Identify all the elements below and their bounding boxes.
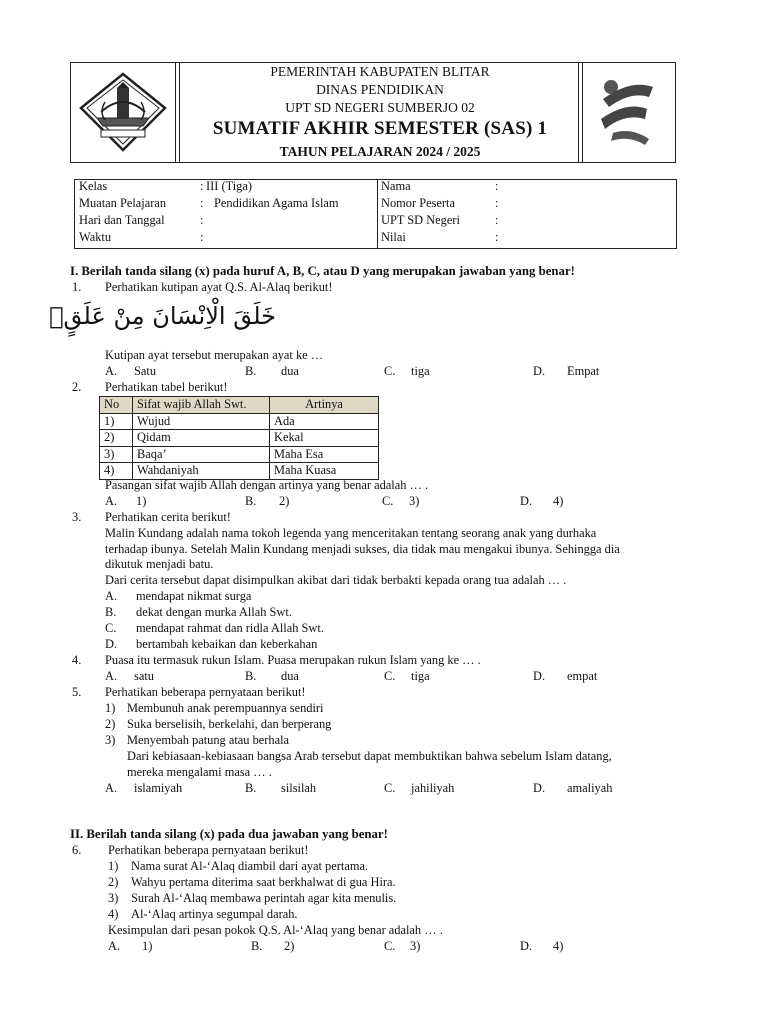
header-divider (578, 63, 579, 162)
list-item: Suka berselisih, berkelahi, dan berperang (127, 717, 332, 731)
question-5-ask: Dari kebiasaan-kebiasaan bangsa Arab tersebut dapat membuktikan bahwa sebelum Islam datang, (127, 749, 612, 763)
option-text: amaliyah (567, 781, 613, 795)
info-label-waktu: Waktu (79, 230, 112, 244)
option-text: 2) (284, 939, 295, 953)
info-label-kelas: Kelas (79, 179, 108, 193)
question-6-text: Perhatikan beberapa pernyataan berikut! (108, 843, 309, 857)
option-letter: D. (520, 494, 533, 508)
option-text: bertambah kebaikan dan keberkahan (136, 637, 318, 651)
option-text: dua (281, 669, 299, 683)
option-text: 1) (136, 494, 147, 508)
table-cell: Wahdaniyah (133, 463, 270, 480)
question-number: 1. (72, 280, 82, 294)
list-number: 3) (108, 891, 119, 905)
info-divider (377, 180, 378, 248)
table-header-artinya: Artinya (270, 397, 379, 414)
section-1-heading: I. Berilah tanda silang (x) pada huruf A, B, C, atau D yang merupakan jawaban yang benar! (70, 264, 575, 278)
option-letter: B. (245, 781, 257, 795)
question-2-text: Perhatikan tabel berikut! (105, 380, 228, 394)
option-text: Empat (567, 364, 600, 378)
list-number: 1) (108, 859, 119, 873)
question-number: 4. (72, 653, 82, 667)
table-row (100, 413, 379, 430)
option-letter: A. (105, 589, 118, 603)
option-text: 4) (553, 939, 564, 953)
question-number: 5. (72, 685, 82, 699)
question-number: 6. (72, 843, 82, 857)
option-letter: B. (245, 494, 257, 508)
option-letter: A. (105, 364, 118, 378)
question-number: 2. (72, 380, 82, 394)
section-2-heading: II. Berilah tanda silang (x) pada dua jawaban yang benar! (70, 827, 388, 841)
option-letter: B. (105, 605, 117, 619)
table-header-sifat: Sifat wajib Allah Swt. (133, 397, 270, 414)
exam-header (70, 62, 676, 163)
question-5-text: Perhatikan beberapa pernyataan berikut! (105, 685, 306, 699)
option-letter: A. (105, 669, 118, 683)
option-letter: B. (245, 364, 257, 378)
table-cell: Kekal (270, 430, 379, 447)
arabic-verse: خَلَقَ الْاِنْسَانَ مِنْ عَلَقٍۚ (49, 302, 276, 330)
list-number: 3) (105, 733, 116, 747)
option-text: 1) (142, 939, 153, 953)
option-text: 4) (553, 494, 564, 508)
academic-year: TAHUN PELAJARAN 2024 / 2025 (279, 144, 481, 159)
info-sep: : (495, 213, 499, 227)
option-text: 2) (279, 494, 290, 508)
table-cell: 3) (100, 446, 133, 463)
header-department-line: DINAS PENDIDIKAN (316, 82, 444, 97)
option-text: Satu (134, 364, 157, 378)
table-cell: Ada (270, 413, 379, 430)
option-letter: A. (105, 494, 118, 508)
option-letter: C. (384, 669, 396, 683)
list-item: Surah Al-‘Alaq membawa perintah agar kita menulis. (131, 891, 397, 905)
table-row (100, 446, 379, 463)
header-divider (175, 63, 176, 162)
table-header-no: No (100, 397, 133, 414)
table-cell: Maha Esa (270, 446, 379, 463)
option-letter: A. (105, 781, 118, 795)
info-sep: : (200, 213, 204, 227)
list-number: 4) (108, 907, 119, 921)
question-5-ask: mereka mengalami masa … . (127, 765, 272, 779)
info-label-muatan: Muatan Pelajaran (79, 196, 167, 210)
info-value-muatan: Pendidikan Agama Islam (214, 196, 339, 210)
option-letter: C. (382, 494, 394, 508)
question-6-ask: Kesimpulan dari pesan pokok Q.S. Al-‘Alaq yang benar adalah … . (108, 923, 443, 937)
info-value-kelas: III (Tiga) (206, 179, 252, 193)
kabupaten-blitar-seal-logo (79, 72, 167, 154)
table-cell: Qidam (133, 430, 270, 447)
info-sep: : (200, 179, 204, 193)
option-letter: D. (520, 939, 533, 953)
info-sep: : (495, 230, 499, 244)
question-4-text: Puasa itu termasuk rukun Islam. Puasa merupakan rukun Islam yang ke … . (105, 653, 481, 667)
list-item: Nama surat Al-‘Alaq diambil dari ayat pertama. (131, 859, 369, 873)
question-2-ask: Pasangan sifat wajib Allah dengan artinya yang benar adalah … . (105, 478, 429, 492)
table-cell: Maha Kuasa (270, 463, 379, 480)
table-row (100, 463, 379, 480)
option-letter: D. (533, 364, 546, 378)
question-3-text: Perhatikan cerita berikut! (105, 510, 231, 524)
option-letter: D. (105, 637, 118, 651)
option-text: 3) (410, 939, 421, 953)
option-text: dekat dengan murka Allah Swt. (136, 605, 292, 619)
info-label-nomor-peserta: Nomor Peserta (381, 196, 455, 210)
option-letter: C. (384, 364, 396, 378)
option-letter: B. (245, 669, 257, 683)
list-number: 2) (105, 717, 116, 731)
list-item: Membunuh anak perempuannya sendiri (127, 701, 324, 715)
option-letter: A. (108, 939, 121, 953)
option-text: jahiliyah (411, 781, 455, 795)
question-1-ask: Kutipan ayat tersebut merupakan ayat ke … (105, 348, 324, 362)
info-label-nilai: Nilai (381, 230, 406, 244)
list-number: 2) (108, 875, 119, 889)
story-line: dikutuk menjadi batu. (105, 557, 214, 571)
option-text: mendapat rahmat dan ridla Allah Swt. (136, 621, 324, 635)
table-row (100, 430, 379, 447)
option-letter: D. (533, 669, 546, 683)
info-label-upt-sd: UPT SD Negeri (381, 213, 460, 227)
question-number: 3. (72, 510, 82, 524)
info-sep: : (200, 196, 204, 210)
list-item: Al-‘Alaq artinya segumpal darah. (131, 907, 298, 921)
option-letter: C. (105, 621, 117, 635)
sifat-wajib-table (99, 396, 379, 480)
exam-title: SUMATIF AKHIR SEMESTER (SAS) 1 (212, 118, 548, 139)
story-line: Malin Kundang adalah nama tokoh legenda yang menceritakan tentang seorang anak yang durhaka (105, 526, 597, 540)
list-number: 1) (105, 701, 116, 715)
story-line: terhadap ibunya. Setelah Malin Kundang menjadi sukses, dia tidak mau mengakui ibunya. Sehingga dia (105, 542, 620, 556)
option-letter: C. (384, 781, 396, 795)
option-text: tiga (411, 669, 430, 683)
info-sep: : (495, 196, 499, 210)
info-label-hari: Hari dan Tanggal (79, 213, 165, 227)
list-item: Wahyu pertama diterima saat berkhalwat di gua Hira. (131, 875, 396, 889)
table-cell: 4) (100, 463, 133, 480)
header-divider (179, 63, 180, 162)
info-sep: : (200, 230, 204, 244)
table-cell: 1) (100, 413, 133, 430)
option-letter: B. (251, 939, 263, 953)
header-school-line: UPT SD NEGERI SUMBERJO 02 (285, 100, 475, 115)
option-text: islamiyah (134, 781, 183, 795)
table-cell: Wujud (133, 413, 270, 430)
option-text: dua (281, 364, 299, 378)
option-text: silsilah (281, 781, 317, 795)
option-text: 3) (409, 494, 420, 508)
option-letter: C. (384, 939, 396, 953)
table-cell: Baqa’ (133, 446, 270, 463)
option-letter: D. (533, 781, 546, 795)
header-government-line: PEMERINTAH KABUPATEN BLITAR (270, 64, 490, 79)
info-label-nama: Nama (381, 179, 411, 193)
info-sep: : (495, 179, 499, 193)
table-cell: 2) (100, 430, 133, 447)
option-text: empat (567, 669, 598, 683)
question-3-ask: Dari cerita tersebut dapat disimpulkan akibat dari tidak berbakti kepada orang tua adalah … . (105, 573, 567, 587)
sumatif-figure-logo (591, 73, 663, 149)
header-divider (582, 63, 583, 162)
option-text: mendapat nikmat surga (136, 589, 252, 603)
question-1-text: Perhatikan kutipan ayat Q.S. Al-Alaq berikut! (105, 280, 333, 294)
list-item: Menyembah patung atau berhala (127, 733, 290, 747)
option-text: satu (134, 669, 154, 683)
option-text: tiga (411, 364, 430, 378)
